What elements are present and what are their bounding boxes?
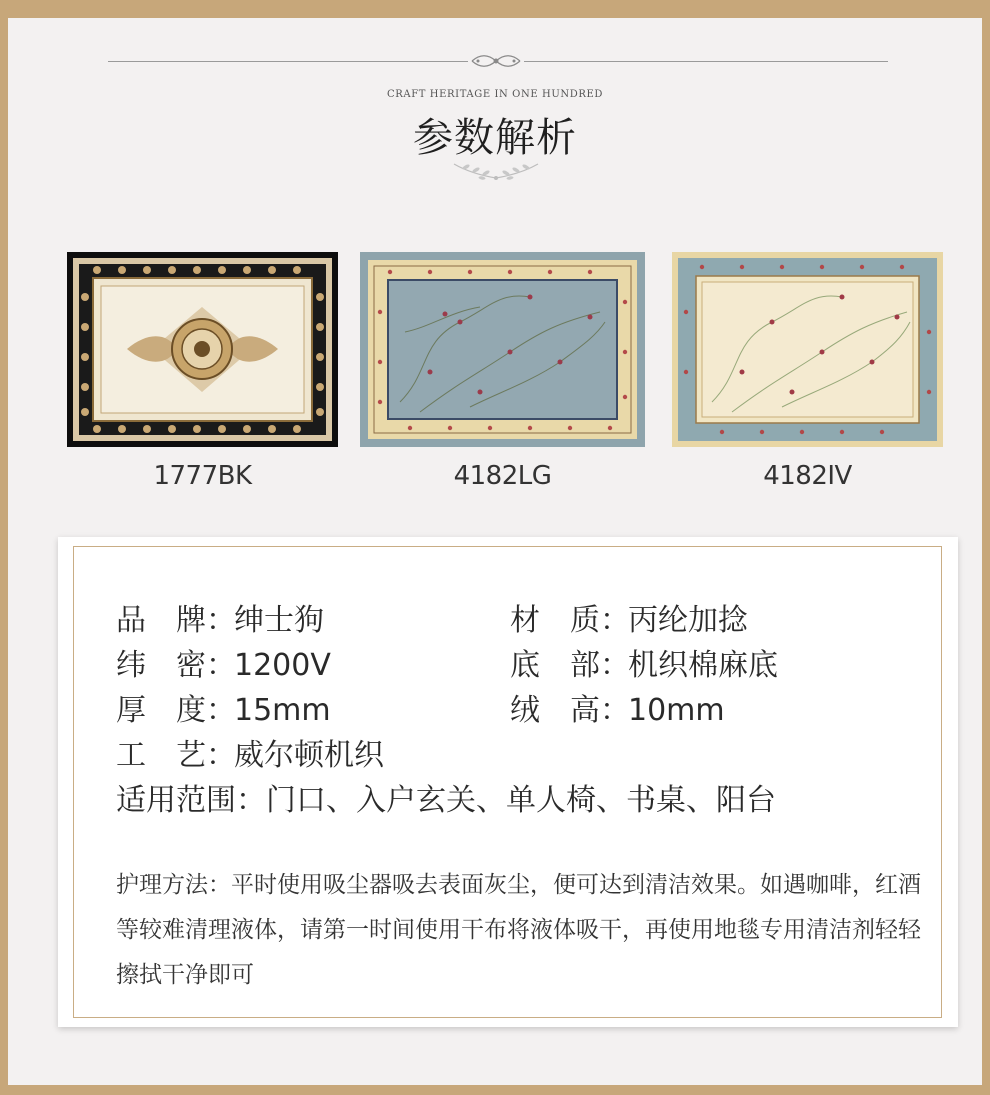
spec-label: 纬 密： — [116, 648, 236, 683]
rug-image-1777bk — [67, 252, 338, 447]
spec-pile-height — [510, 685, 725, 729]
header-divider-left — [108, 61, 468, 62]
spec-value: 15mm — [234, 693, 331, 728]
spec-value: 威尔顿机织 — [234, 738, 384, 773]
spec-label: 底 部： — [510, 648, 630, 683]
spec-craft — [116, 730, 384, 774]
spec-value: 10mm — [628, 693, 725, 728]
spec-value: 丙纶加捻 — [628, 603, 748, 638]
care-instructions: 护理方法：平时使用吸尘器吸去表面灰尘，便可达到清洁效果。如遇咖啡，红酒等较难清理液体，请第一时间使用干布将液体吸干，再使用地毯专用清洁剂轻轻擦拭干净即可 — [116, 872, 921, 988]
spec-label: 绒 高： — [510, 693, 630, 728]
spec-value: 门口、入户玄关、单人椅、书桌、阳台 — [266, 783, 776, 818]
specs-card — [58, 537, 958, 1027]
rug-image-4182lg — [360, 252, 645, 447]
header-divider-right — [524, 61, 888, 62]
spec-value: 机织棉麻底 — [628, 648, 778, 683]
spec-label: 品 牌： — [116, 603, 236, 638]
laurel-ornament-icon — [446, 158, 546, 182]
spec-usage — [116, 775, 776, 819]
spec-value: 1200V — [234, 648, 331, 683]
product-code: 4182IV — [763, 461, 852, 491]
spec-label: 厚 度： — [116, 693, 236, 728]
spec-label: 材 质： — [510, 603, 630, 638]
spec-value: 绅士狗 — [234, 603, 324, 638]
page-frame — [8, 18, 982, 1085]
spec-label: 工 艺： — [116, 738, 236, 773]
page-title: 参数解析 — [413, 115, 577, 161]
product-code: 4182LG — [453, 461, 552, 491]
spec-brand — [116, 595, 324, 639]
header-subtitle: CRAFT HERITAGE IN ONE HUNDRED — [387, 89, 603, 100]
spec-density — [116, 640, 331, 684]
spec-label: 适用范围： — [116, 783, 266, 818]
spec-backing — [510, 640, 778, 684]
rug-image-4182iv — [672, 252, 943, 447]
spec-thickness — [116, 685, 331, 729]
product-code: 1777BK — [153, 461, 252, 491]
scroll-ornament-icon — [468, 52, 524, 70]
spec-material — [510, 595, 748, 639]
specs-card-border — [73, 546, 942, 1018]
